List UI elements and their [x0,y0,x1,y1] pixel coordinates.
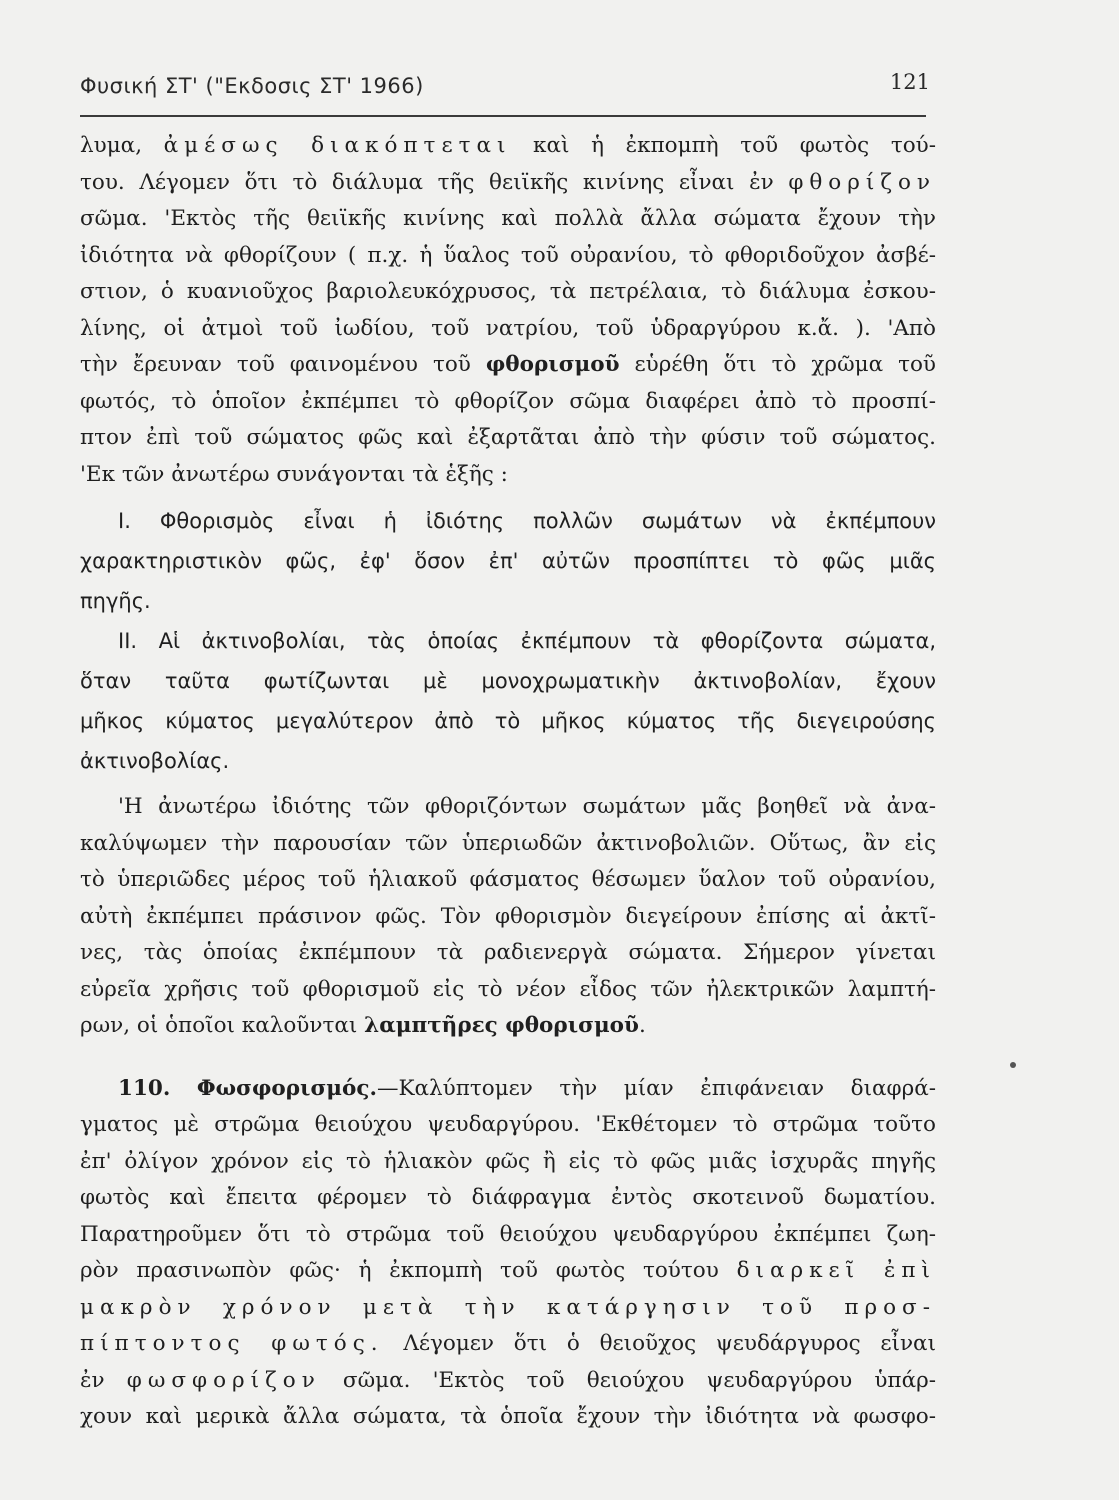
page-number: 121 [889,70,930,94]
conclusion-line: ὅταν ταῦτα φωτίζωνται μὲ μονοχρωματικὴν ἀκτινοβολίαν, ἔχουν [80,669,936,693]
text-line: χουν καὶ μερικὰ ἄλλα σώματα, τὰ ὁποῖα ἔχουν τὴν ἰδιότητα νὰ φωσφο- [80,1404,936,1429]
text-line: γματος μὲ στρῶμα θειούχου ψευδαργύρου. 'Εκθέτομεν τὸ στρῶμα τοῦτο [80,1112,936,1137]
text-line: τὸ ὑπεριῶδες μέρος τοῦ ἡλιακοῦ φάσματος θέσωμεν ὕαλον τοῦ οὐρανίου, [80,867,936,892]
page-header [80,66,930,106]
text-line: αὐτὴ ἐκπέμπει πράσινον φῶς. Τὸν φθορισμὸν διεγείρουν ἐπίσης αἱ ἀκτῖ- [80,903,936,929]
text-line: τὴν ἔρευναν τοῦ φαινομένου τοῦ φθορισμοῦ εὑρέθη ὅτι τὸ χρῶμα τοῦ [80,352,936,377]
text-line: ρων, οἱ ὁποῖοι καλοῦνται λαμπτῆρες φθορισμοῦ. [80,1013,646,1038]
text-line: λίνης, οἱ ἀτμοὶ τοῦ ἰωδίου, τοῦ νατρίου, τοῦ ὑδραργύρου κ.ἄ. ). 'Απὸ [80,315,936,341]
paragraph-fluorescence [80,128,936,493]
running-head: Φυσική ΣΤ' ("Εκδοσις ΣΤ' 1966) [80,74,424,98]
text-line: εὐρεῖα χρῆσις τοῦ φθορισμοῦ εἰς τὸ νέον εἶδος τῶν ἠλεκτρικῶν λαμπτή- [80,976,936,1002]
conclusions-block [80,501,936,781]
text-line: μακρὸν χρόνον μετὰ τὴν κατάργησιν τοῦ προσ- [80,1294,936,1320]
text-line: του. Λέγομεν ὅτι τὸ διάλυμα τῆς θειϊκῆς κινίνης εἶναι ἐν φθορίζον [80,169,936,195]
text-line: λυμα, ἀμέσως διακόπτεται καὶ ἡ ἐκπομπὴ τοῦ φωτὸς τού- [80,133,937,158]
text-line: στιον, ὁ κυανιοῦχος βαριολευκόχρυσος, τὰ πετρέλαια, τὸ διάλυμα ἐσκου- [80,279,936,304]
header-rule [80,115,926,117]
page-body [80,128,936,1436]
conclusion-line: ΙΙ. Αἱ ἀκτινοβολίαι, τὰς ὁποίας ἐκπέμπουν τὰ φθορίζοντα σώματα, [118,629,936,653]
section-heading-line: 110. Φωσφορισμός.—Καλύπτομεν τὴν μίαν ἐπιφάνειαν διαφρά- [118,1075,936,1101]
section-phosphorescence [80,1071,936,1436]
bold-term: λαμπτῆρες φθορισμοῦ [364,1013,639,1038]
text-line: φωτὸς καὶ ἔπειτα φέρομεν τὸ διάφραγμα ἐντὸς σκοτεινοῦ δωματίου. [80,1185,936,1210]
text-line: Παρατηροῦμεν ὅτι τὸ στρῶμα τοῦ θειούχου ψευδαργύρου ἐκπέμπει ζωη- [80,1221,936,1247]
text-line: καλύψωμεν τὴν παρουσίαν τῶν ὑπεριωδῶν ἀκτινοβολιῶν. Οὕτως, ἂν εἰς [80,830,936,856]
text-line: ἰδιότητα νὰ φθορίζουν ( π.χ. ἡ ὕαλος τοῦ οὐρανίου, τὸ φθοριδοῦχον ἀσβέ- [80,242,936,268]
text-line: ἐπ' ὀλίγον χρόνον εἰς τὸ ἡλιακὸν φῶς ἢ εἰς τὸ φῶς μιᾶς ἰσχυρᾶς πηγῆς [80,1148,936,1174]
paragraph-uv-detection [80,789,936,1045]
text-line: πτον ἐπὶ τοῦ σώματος φῶς καὶ ἐξαρτᾶται ἀπὸ τὴν φύσιν τοῦ σώματος. [80,425,936,450]
text-line: φωτός, τὸ ὁποῖον ἐκπέμπει τὸ φθορίζον σῶμα διαφέρει ἀπὸ τὸ προσπί- [80,388,936,414]
text-line: πίπτοντος φωτός. Λέγομεν ὅτι ὁ θειοῦχος ψευδάργυρος εἶναι [80,1331,936,1356]
conclusion-line: Ι. Φθορισμὸς εἶναι ἡ ἰδιότης πολλῶν σωμάτων νὰ ἐκπέμπουν [118,509,936,533]
section-number: 110. [118,1075,171,1101]
section-title: Φωσφορισμός. [196,1075,377,1101]
text-line: ἐν φωσφορίζον σῶμα. 'Εκτὸς τοῦ θειούχου ψευδαργύρου ὑπάρ- [80,1367,936,1393]
text-line: νες, τὰς ὁποίας ἐκπέμπουν τὰ ραδιενεργὰ σώματα. Σήμερον γίνεται [80,940,936,965]
bold-term: φθορισμοῦ [485,352,620,377]
conclusion-line: μῆκος κύματος μεγαλύτερον ἀπὸ τὸ μῆκος κύματος τῆς διεγειρούσης [80,709,936,733]
text-line: ρὸν πρασινωπὸν φῶς· ἡ ἐκπομπὴ τοῦ φωτὸς τούτου διαρκεῖ ἐπὶ [80,1258,936,1283]
text-line: 'Εκ τῶν ἀνωτέρω συνάγονται τὰ ἑξῆς : [80,461,508,487]
conclusion-line: χαρακτηριστικὸν φῶς, ἐφ' ὅσον ἐπ' αὐτῶν προσπίπτει τὸ φῶς μιᾶς [80,549,936,573]
text-line: σῶμα. 'Εκτὸς τῆς θειϊκῆς κινίνης καὶ πολλὰ ἄλλα σώματα ἔχουν τὴν [80,206,936,231]
text-line: 'Η ἀνωτέρω ἰδιότης τῶν φθοριζόντων σωμάτων μᾶς βοηθεῖ νὰ ἀνα- [118,794,936,819]
conclusion-line: ἀκτινοβολίας. [80,749,230,773]
ink-speck [1010,1062,1016,1068]
conclusion-line: πηγῆς. [80,589,151,613]
